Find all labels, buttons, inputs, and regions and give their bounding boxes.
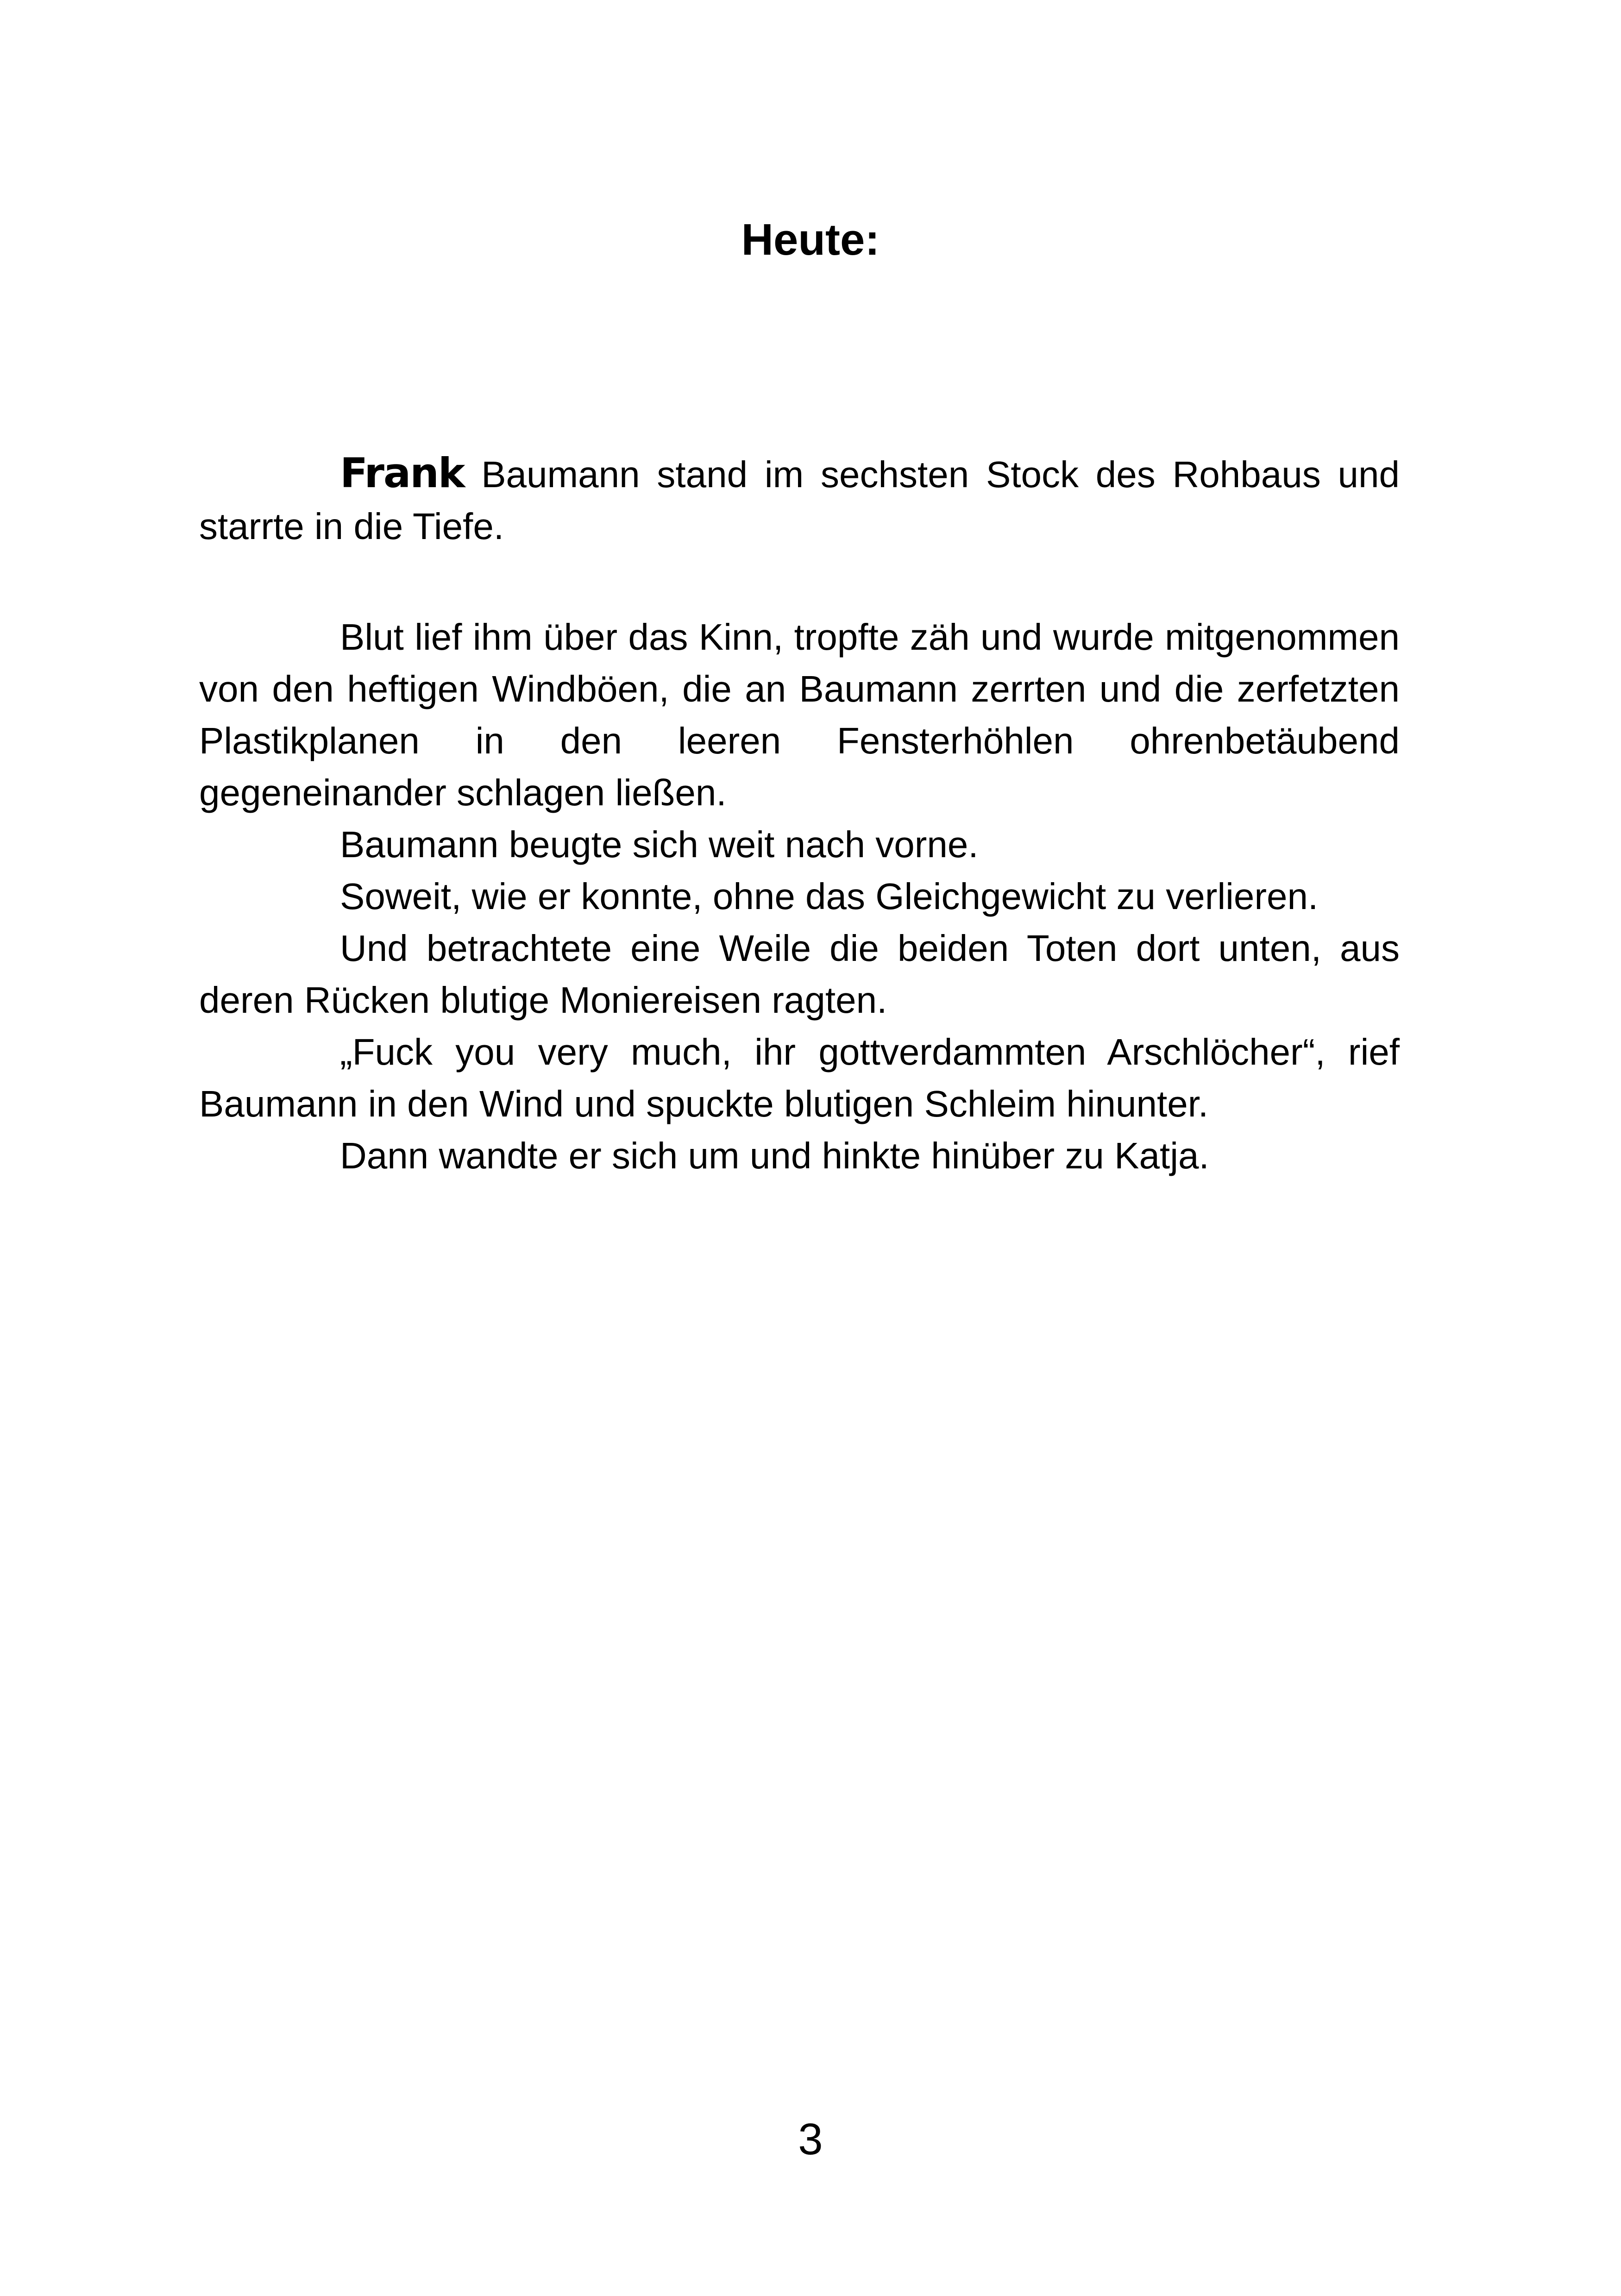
- page-title: Heute:: [741, 215, 880, 264]
- paragraph-2: Blut lief ihm über das Kinn, tropfte zäh und wurde mitgenommen von den heftigen Windböen, die an Baumann zerrten und die zerfetzten Plastikplanen in den leeren Fensterhöhlen ohrenbetäubend gegeneinander schlagen ließen.: [199, 616, 1400, 813]
- paragraph-3: Baumann beugte sich weit nach vorne.: [340, 824, 979, 865]
- paragraph-4: Soweit, wie er konnte, ohne das Gleichgewicht zu verlieren.: [340, 876, 1319, 917]
- paragraph-1-text: Baumann stand im sechsten Stock des Rohbaus und starrte in die Tiefe.: [199, 454, 1400, 547]
- text-block-intro: [199, 447, 1400, 552]
- text-block-main: [199, 611, 1400, 1182]
- page-number: 3: [798, 2114, 823, 2164]
- paragraph-7: Dann wandte er sich um und hinkte hinüber zu Katja.: [340, 1135, 1209, 1176]
- stylized-first-word: Frank: [340, 449, 465, 497]
- paragraph-1: [199, 447, 1400, 552]
- paragraph-5: Und betrachtete eine Weile die beiden Toten dort unten, aus deren Rücken blutige Moniereisen ragten.: [199, 928, 1400, 1021]
- paragraph-6: „Fuck you very much, ihr gottverdammten Arschlöcher“, rief Baumann in den Wind und spuckte blutigen Schleim hinunter.: [199, 1031, 1400, 1124]
